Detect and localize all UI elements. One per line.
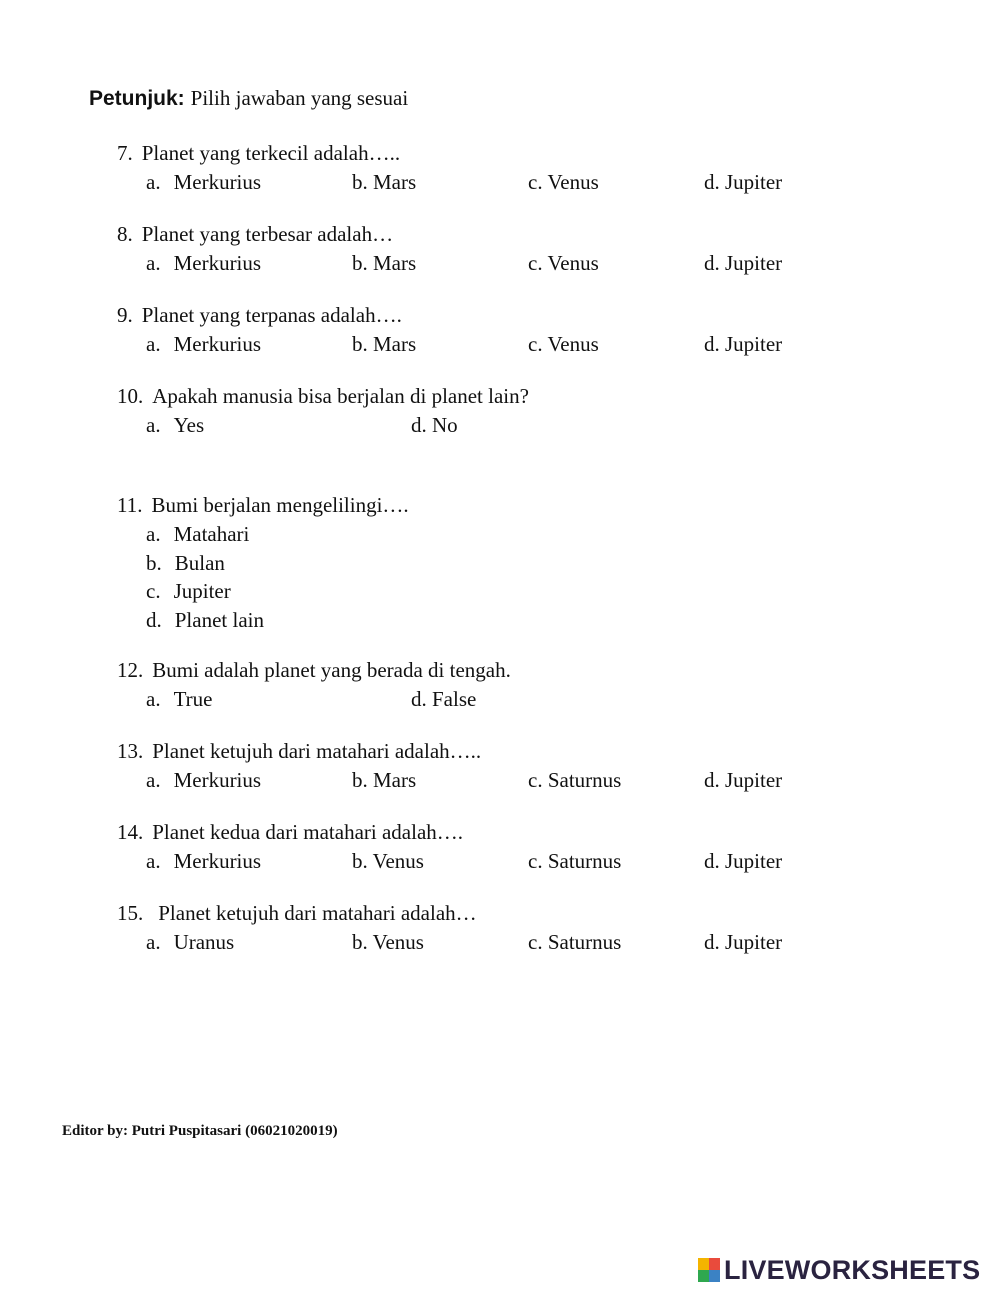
option-a[interactable]: a. Merkurius [146, 332, 262, 356]
option-c[interactable]: c. Venus [528, 170, 599, 194]
question-stem [117, 899, 477, 928]
instructions-text: Pilih jawaban yang sesuai [190, 86, 409, 110]
option-d[interactable]: d. Jupiter [704, 170, 783, 194]
option-a[interactable]: a. Merkurius [146, 849, 262, 873]
option-a[interactable]: a. Uranus [146, 930, 235, 954]
question-stem [117, 491, 409, 520]
options-row [117, 766, 783, 795]
question-text: Planet yang terpanas adalah…. [141, 303, 402, 327]
question-number: 9. [117, 303, 133, 327]
option-b[interactable]: b. Bulan [146, 550, 225, 575]
option-c[interactable]: c. Venus [528, 251, 599, 275]
logo-square-3 [698, 1270, 709, 1282]
question-14 [117, 818, 783, 876]
option-d[interactable]: d. Jupiter [704, 849, 783, 873]
option-b[interactable]: b. Mars [352, 170, 417, 194]
question-stem [117, 220, 393, 249]
option-d[interactable]: d. No [411, 413, 458, 437]
options-row [117, 928, 783, 957]
question-stem [117, 818, 463, 847]
question-8 [117, 220, 783, 278]
question-text: Apakah manusia bisa berjalan di planet lain? [152, 384, 529, 408]
question-text: Planet ketujuh dari matahari adalah… [158, 901, 477, 925]
question-number: 7. [117, 141, 133, 165]
question-text: Planet yang terkecil adalah….. [141, 141, 401, 165]
question-text: Bumi berjalan mengelilingi…. [151, 493, 409, 517]
question-number: 10. [117, 384, 144, 408]
question-9 [117, 301, 783, 359]
option-c[interactable]: c. Saturnus [528, 768, 622, 792]
options-row [117, 411, 529, 440]
brand-name: LIVEWORKSHEETS [724, 1254, 981, 1285]
instructions-label: Petunjuk: [89, 87, 185, 110]
question-stem [117, 301, 402, 330]
question-number: 13. [117, 739, 144, 763]
option-d[interactable]: d. Jupiter [704, 768, 783, 792]
option-d[interactable]: d. Planet lain [146, 607, 264, 632]
question-number: 11. [117, 493, 143, 517]
question-number: 14. [117, 820, 144, 844]
question-stem [117, 382, 529, 411]
option-a[interactable]: a. True [146, 687, 213, 711]
question-text: Bumi adalah planet yang berada di tengah. [152, 658, 511, 682]
option-a[interactable]: a. Merkurius [146, 768, 262, 792]
option-c[interactable]: c. Saturnus [528, 930, 622, 954]
instructions [89, 86, 408, 111]
option-d[interactable]: d. Jupiter [704, 251, 783, 275]
options-row [117, 685, 511, 714]
question-10 [117, 382, 529, 440]
option-d[interactable]: d. False [411, 687, 477, 711]
question-11 [117, 491, 409, 634]
options-row [117, 847, 783, 876]
option-c[interactable]: c. Jupiter [146, 579, 231, 603]
option-b[interactable]: b. Venus [352, 849, 424, 873]
question-13 [117, 737, 783, 795]
question-stem [117, 139, 400, 168]
liveworksheets-logo-icon [698, 1258, 720, 1282]
option-b[interactable]: b. Venus [352, 930, 424, 954]
logo-square-4 [709, 1270, 720, 1282]
question-stem [117, 737, 481, 766]
editor-credit: Editor by: Putri Puspitasari (06021020019) [62, 1123, 338, 1139]
question-text: Planet ketujuh dari matahari adalah….. [152, 739, 482, 763]
logo-square-2 [709, 1258, 720, 1270]
option-b[interactable]: b. Mars [352, 332, 417, 356]
option-a[interactable]: a. Merkurius [146, 170, 262, 194]
option-d[interactable]: d. Jupiter [704, 930, 783, 954]
question-text: Planet kedua dari matahari adalah…. [152, 820, 464, 844]
question-number: 15. [117, 901, 144, 925]
question-15 [117, 899, 783, 957]
liveworksheets-brand [698, 1255, 980, 1285]
options-row [117, 330, 783, 359]
option-a[interactable]: a. Yes [146, 413, 205, 437]
options-row [117, 168, 783, 197]
option-a[interactable]: a. Merkurius [146, 251, 262, 275]
option-b[interactable]: b. Mars [352, 251, 417, 275]
question-number: 12. [117, 658, 144, 682]
option-c[interactable]: c. Venus [528, 332, 599, 356]
options-row [117, 249, 783, 278]
question-number: 8. [117, 222, 133, 246]
question-stem [117, 656, 511, 685]
option-d[interactable]: d. Jupiter [704, 332, 783, 356]
option-a[interactable]: a. Matahari [146, 522, 250, 546]
option-b[interactable]: b. Mars [352, 768, 417, 792]
question-12 [117, 656, 511, 714]
logo-square-1 [698, 1258, 709, 1270]
option-c[interactable]: c. Saturnus [528, 849, 622, 873]
question-7 [117, 139, 783, 197]
question-text: Planet yang terbesar adalah… [141, 222, 394, 246]
